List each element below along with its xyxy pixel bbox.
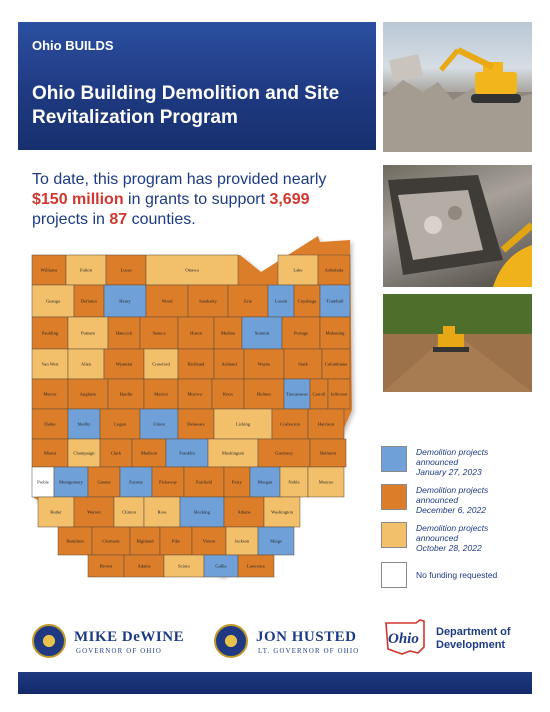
county-label: Paulding: [41, 330, 59, 336]
footer-band: [18, 672, 532, 694]
county-label: Greene: [97, 479, 111, 485]
legend-date: January 27, 2023: [416, 467, 482, 477]
debris-bucket-photo: [383, 165, 532, 287]
county-label: Coshocton: [280, 421, 300, 427]
county-label: Ashland: [221, 361, 237, 367]
ohio-wordmark: Ohio: [388, 631, 419, 647]
county-label: Washington: [271, 509, 293, 515]
county-label: Meigs: [270, 538, 282, 544]
county-label: Wayne: [257, 361, 271, 367]
legend-swatch: [381, 446, 407, 472]
county-label: Wood: [161, 298, 173, 304]
county-label: Williams: [40, 267, 58, 273]
department-name: [436, 626, 511, 652]
county-label: Henry: [119, 298, 131, 304]
ohio-county-map: [28, 232, 363, 589]
county-label: Clinton: [122, 509, 136, 515]
county-label: Monroe: [318, 479, 334, 485]
county-label: Wyandot: [115, 361, 133, 367]
county-label: Hardin: [119, 391, 133, 397]
county-label: Carroll: [312, 391, 326, 397]
county-label: Seneca: [152, 330, 166, 336]
county-label: Lucas: [120, 267, 132, 273]
county-label: Mercer: [43, 391, 57, 397]
program-summary: [32, 170, 372, 230]
county-label: Fayette: [129, 479, 143, 485]
legend-label: Demolition projects: [416, 523, 489, 533]
project-count: 3,699: [269, 191, 310, 208]
county-label: Crawford: [152, 361, 170, 367]
lt-governor-seal-icon: [214, 624, 248, 658]
county-label: Richland: [187, 361, 205, 367]
county-label: Warren: [87, 509, 101, 515]
county-label: Noble: [288, 479, 300, 485]
summary-line-3-end: counties.: [127, 211, 196, 228]
county-label: Lorain: [274, 298, 288, 304]
county-label: Hancock: [115, 330, 133, 336]
governor-title: GOVERNOR OF OHIO: [76, 648, 163, 655]
legend-swatch: [381, 484, 407, 510]
county-label: Pickaway: [159, 479, 177, 485]
county-label: Portage: [293, 330, 309, 336]
header-banner: [18, 22, 376, 150]
county-label: Union: [153, 421, 165, 427]
county-label: Auglaize: [79, 391, 97, 397]
county-label: Fairfield: [196, 479, 212, 485]
dept-line-2: Development: [436, 639, 506, 651]
legend-date: October 28, 2022: [416, 543, 482, 553]
grant-amount: $150 million: [32, 191, 124, 208]
county-label: Darke: [44, 421, 56, 427]
county-label: Lake: [293, 267, 303, 273]
county-label: Highland: [136, 538, 154, 544]
governor-seal-icon: [32, 624, 66, 658]
legend-label: announced: [416, 495, 459, 505]
county-label: Defiance: [80, 298, 98, 304]
county-label: Vinton: [202, 538, 216, 544]
county-label: Mahoning: [325, 330, 345, 336]
county-label: Jefferson: [330, 391, 348, 397]
county-label: Hamilton: [66, 538, 84, 544]
governor-name: MIKE DeWINE: [74, 629, 185, 645]
county-label: Harrison: [317, 421, 335, 427]
county-label: Scioto: [178, 563, 190, 569]
county-label: Geauga: [45, 298, 61, 304]
county-label: Hocking: [194, 509, 210, 515]
county-label: Gallia: [215, 563, 227, 569]
county-label: Brown: [99, 563, 113, 569]
county-label: Columbiana: [324, 361, 348, 367]
legend-label: Demolition projects: [416, 485, 489, 495]
county-label: Champaign: [73, 450, 95, 456]
summary-line-2: in grants to support: [123, 191, 270, 208]
county-label: Knox: [222, 391, 234, 397]
county-label: Franklin: [179, 450, 195, 456]
county-label: Perry: [232, 479, 242, 485]
dept-line-1: Department of: [436, 626, 511, 638]
county-label: Erie: [244, 298, 252, 304]
county-label: Trumbull: [326, 298, 344, 304]
county-label: Clark: [110, 450, 122, 456]
county-label: Cuyahoga: [297, 298, 317, 304]
lt-governor-title: LT. GOVERNOR OF OHIO: [258, 648, 360, 655]
county-label: Sandusky: [199, 298, 217, 304]
county-label: Van Wert: [41, 361, 59, 367]
county-label: Tuscarawas: [286, 391, 308, 397]
legend-date: December 6, 2022: [416, 505, 486, 515]
county-label: Miami: [43, 450, 57, 456]
county-label: Jackson: [234, 538, 250, 544]
ohio-county-map-svg: [28, 232, 363, 589]
legend-swatch: [381, 522, 407, 548]
county-label: Holmes: [256, 391, 272, 397]
county-label: Logan: [114, 421, 126, 427]
county-label: Athens: [237, 509, 251, 515]
county-label: Montgomery: [59, 479, 83, 485]
legend-label: Demolition projects: [416, 447, 489, 457]
county-label: Putnam: [80, 330, 96, 336]
county-label: Ottawa: [185, 267, 199, 273]
county-label: Medina: [220, 330, 236, 336]
excavator-demolition-photo: [383, 22, 532, 152]
county-label: Huron: [190, 330, 202, 336]
ohio-state-logo-icon: [380, 617, 430, 657]
county-label: Adams: [137, 563, 151, 569]
county-label: Fulton: [80, 267, 92, 273]
county-label: Guernsey: [275, 450, 293, 456]
summary-line-3: projects in: [32, 211, 110, 228]
county-label: Marion: [154, 391, 168, 397]
county-label: Preble: [37, 479, 49, 485]
county-label: Allen: [80, 361, 92, 367]
county-label: Madison: [140, 450, 158, 456]
county-label: Morrow: [187, 391, 203, 397]
county-label: Belmont: [320, 450, 336, 456]
county-label: Morgan: [257, 479, 273, 485]
county-label: Ross: [157, 509, 167, 515]
county-label: Clermont: [102, 538, 120, 544]
summary-line-1: To date, this program has provided nearly: [32, 171, 327, 188]
legend-label: announced: [416, 457, 459, 467]
county-label: Shelby: [77, 421, 91, 427]
county-label: Lawrence: [246, 563, 266, 569]
county-label: Stark: [298, 361, 308, 367]
county-label: Delaware: [187, 421, 205, 427]
county-label: Butler: [50, 509, 62, 515]
county-label: Ashtabula: [324, 267, 344, 273]
county-count: 87: [109, 211, 128, 228]
bulldozer-site-photo: [383, 294, 532, 392]
county-label: Summit: [254, 330, 270, 336]
program-eyebrow: Ohio BUILDS: [32, 38, 114, 53]
page-title: Ohio Building Demolition and Site Revitalization Program: [32, 83, 340, 128]
county-label: Pike: [171, 538, 181, 544]
legend-label: announced: [416, 533, 459, 543]
county-label: Muskingum: [221, 450, 245, 456]
legend-label: No funding requested: [416, 570, 498, 580]
legend-swatch: [381, 562, 407, 588]
lt-governor-name: JON HUSTED: [256, 629, 357, 645]
county-label: Licking: [235, 421, 251, 427]
